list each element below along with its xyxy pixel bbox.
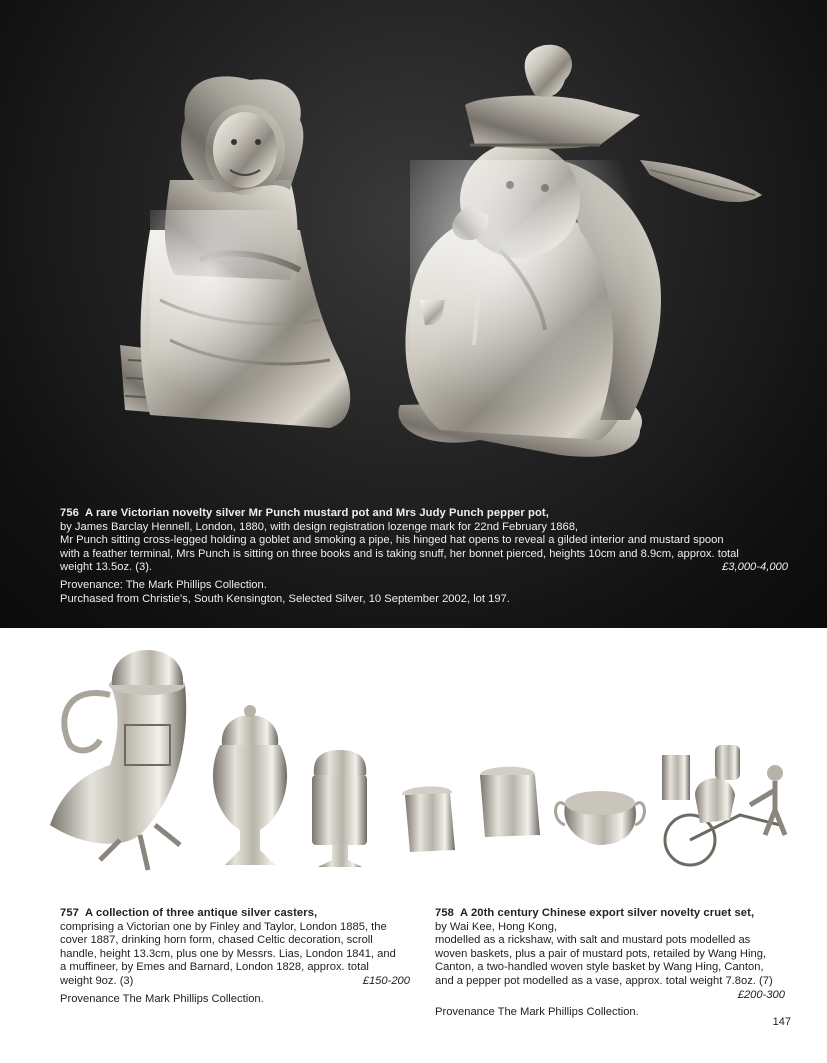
lot-758-number: 758: [435, 907, 454, 919]
lot-756-line-1: by James Barclay Hennell, London, 1880, with design registration lozenge mark for 22nd February 1868,: [60, 520, 579, 533]
lot-758-line-2: modelled as a rickshaw, with salt and mustard pots modelled as: [435, 934, 751, 947]
lot-757-line-4: a muffineer, by Emes and Barnard, London 1828, approx. total: [60, 961, 369, 974]
lot-758-heading: [435, 907, 785, 921]
lot-756-line-3: with a feather terminal, Mrs Punch is sitting on three books and is taking snuff, her bonnet pierced, heights 10cm and 8.9cm, approx. total: [60, 547, 739, 560]
lot-756-provenance-2: Purchased from Christie's, South Kensington, Selected Silver, 10 September 2002, lot 197.: [60, 592, 510, 605]
lot-756-line-4: weight 13.5oz. (3).: [60, 561, 153, 574]
lot-757-line-5: weight 9oz. (3): [60, 974, 134, 987]
lot-757-heading: [60, 907, 410, 921]
lot-756-title: A rare Victorian novelty silver Mr Punch mustard pot and Mrs Judy Punch pepper pot,: [84, 507, 549, 519]
lot-758-title: A 20th century Chinese export silver novelty cruet set,: [459, 907, 755, 919]
lot-757-line-1: comprising a Victorian one by Finley and Taylor, London 1885, the: [60, 920, 387, 933]
lot-757-provenance: Provenance The Mark Phillips Collection.: [60, 992, 264, 1005]
lot-757-line-5-row: [60, 975, 410, 989]
baluster-caster: [213, 705, 287, 865]
lot-758-estimate: £200-300: [737, 988, 785, 1001]
lot-757-estimate: £150-200: [362, 974, 410, 987]
lot-756-provenance-1: Provenance: The Mark Phillips Collection.: [60, 578, 267, 591]
page-number: 147: [772, 1016, 791, 1028]
lot-758-description: [435, 907, 785, 1020]
punch-mustard-pot: [398, 45, 762, 457]
lot-757-line-3: handle, height 13.3cm, plus one by Messrs. Lias, London 1841, and: [60, 947, 396, 960]
lot-757-number: 757: [60, 907, 79, 919]
lot-758-line-4: Canton, a two-handled woven style basket by Wang Hing, Canton,: [435, 961, 764, 974]
muffineer: [312, 750, 367, 867]
casters-and-cruet-photo: [40, 645, 800, 890]
lot-757-description: [60, 907, 410, 1006]
cruet-set: [402, 745, 785, 865]
lot-756-heading: [60, 507, 788, 521]
lot-758-provenance: Provenance The Mark Phillips Collection.: [435, 1006, 639, 1019]
lot-758-line-1: by Wai Kee, Hong Kong,: [435, 920, 558, 933]
lot-758-line-3: woven baskets, plus a pair of mustard pots, retailed by Wang Hing,: [435, 947, 767, 960]
lot-758-line-5: and a pepper pot modelled as a vase, approx. total weight 7.8oz. (7): [435, 974, 773, 987]
lot-756-estimate: £3,000-4,000: [722, 561, 788, 574]
horn-caster: [50, 650, 186, 870]
punch-and-judy-photo: [0, 0, 827, 500]
judy-pepper-pot: [120, 76, 350, 428]
lot-757-title: A collection of three antique silver casters,: [84, 907, 318, 919]
lot-756-line-4-row: [60, 561, 788, 575]
lot-756-number: 756: [60, 507, 79, 519]
lot-756-line-2: Mr Punch sitting cross-legged holding a goblet and smoking a pipe, his hinged hat opens to reveal a gilded interior and mustard spoon: [60, 534, 724, 547]
lot-756-description: [60, 507, 788, 606]
lot-757-line-2: cover 1887, drinking horn form, chased Celtic decoration, scroll: [60, 934, 373, 947]
